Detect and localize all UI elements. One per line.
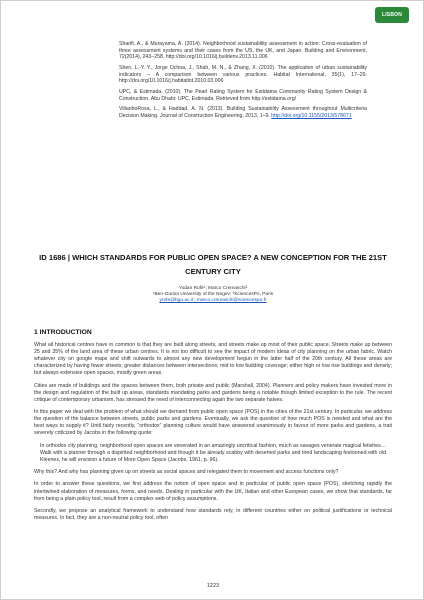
reference-item: Sharifi, A., & Murayama, A. (2014). Neighborhood sustainability assessment in action: Cross-evaluation of three assessment systems and their cases from the US, the UK, and Japan. Building and Environment, 72(2014), 243–258. http://doi.org/10.1016/j.buildenv.2013.11.006	[119, 41, 367, 61]
paragraph: Why this? And why has planning given up on streets as social spaces and relegated them to movement and access functions only?	[34, 469, 339, 476]
body-text	[34, 342, 392, 527]
author-affiliations: ¹Ben-Gurion University of the Negev; ²SciencesPo, Paris	[152, 292, 274, 297]
paragraph: Secondly, we propose an analytical framework to understand how standards rely, in different countries either on political justifications or technical measures. In fact, they are a non-neutral policy tool, often	[34, 507, 392, 521]
paragraph: What all historical centres have in common is that they are built along streets, and streets make up most of their public space. Streets make up between 25 and 35% of the land area of these urban centres. It is not too difficult to see the impact of modern ideas of city planning on the urban fabric. Watch whatever city on google maps and shift outwards to almost any new development begun in the latter half of the 20th century. All these areas are characterized by having fewer streets; greater distances between intersections; mid to low building coverage; either high or low rise buildings and density; but always extensive open spaces, mostly green areas.	[34, 342, 392, 377]
paper-title: ID 1686 | WHICH STANDARDS FOR PUBLIC OPEN SPACE? A NEW CONCEPTION FOR THE 21ST CENTURY CITY	[39, 253, 387, 276]
author-emails[interactable]: yrofe@bgu.ac.il ; marco.cremaschi@sciencespo.fr	[159, 298, 267, 303]
reference-item: VillanhoRosa, L., & Haddad, A. N. (2013). Building Sustainability Assessment throughout Multicriteria Decision Making. Journal of Construction Engineering, 2013, 1–9. http://doi.org/10.1155/2013/578671	[119, 106, 367, 119]
paragraph: In this paper we deal with the problem of what should we demand from public open space (POS) in the cities of the 21st century. In particular, we address the question of the balance between streets, public parks and gardens. Eventually, we ask the question of how much POS is needed and what are the best ways to supply it? Until fairly recently, "orthodox" planning culture would have answered unanimously in favour of more parks and gardens, a trait severely criticized by Jacobs in the following quote:	[34, 409, 392, 437]
paragraph: Cities are made of buildings and the spaces between them, both private and public (Marshall, 2004). Planners and policy makers have invested more in the design and regulation of the built up areas, standards mandating parks and gardens being a notable though limited exception to the rule. The recent critique of contemporary urbanism, has stressed the need of interconnecting again the two separate halves.	[34, 382, 392, 403]
section-heading: 1 INTRODUCTION	[34, 329, 92, 336]
reference-item: UPC, & Estimada. (2010). The Pearl Rating System for Estidama Community Rating System Design & Construction. Abu Dhabi: UPC, Estimada. Retrieved from http://estidama.org/	[119, 88, 367, 102]
author-block	[31, 286, 395, 304]
paragraph: In order to answer these questions, we first address the notion of open space and in particular of public open space (POS), sketching rapidly the intertwined elaboration of measures, forms, and needs. Dealing in particular with the UK, Italian and other European cases, we show that standards, far from being a plain policy tool, result from a complex web of policy assumptions.	[34, 481, 392, 502]
conference-logo: LISBON	[375, 7, 409, 23]
block-quote: In orthodox city planning, neighborhood open spaces are venerated in an amazingly uncritical fashion, much as savages venerate magical fetishes… Walk with a planner through a dispirited neighborhood and though it be already scabby with deserted parks and tired landscaping festooned with old Kleenex, he will envision a future of More Open Space (Jacobs, 1961, p. 96).	[40, 442, 386, 463]
reference-item: Shen, L.-Y. Y., Jorge Ochoa, J., Shah, M. N., & Zhang, X. (2010). The application of urban sustainability indicators – A comparison between various practices. Habitat International, 35(1), 17–29. http://doi.org/10.1016/j.habitatint.2010.03.006	[119, 64, 367, 85]
page-number: 1223	[206, 583, 220, 589]
doi-link[interactable]: http://doi.org/10.1155/2013/578671	[271, 112, 352, 119]
author-names: Yodan Rofè¹; Marco Cremaschi²	[178, 286, 248, 291]
reference-list	[119, 41, 367, 124]
